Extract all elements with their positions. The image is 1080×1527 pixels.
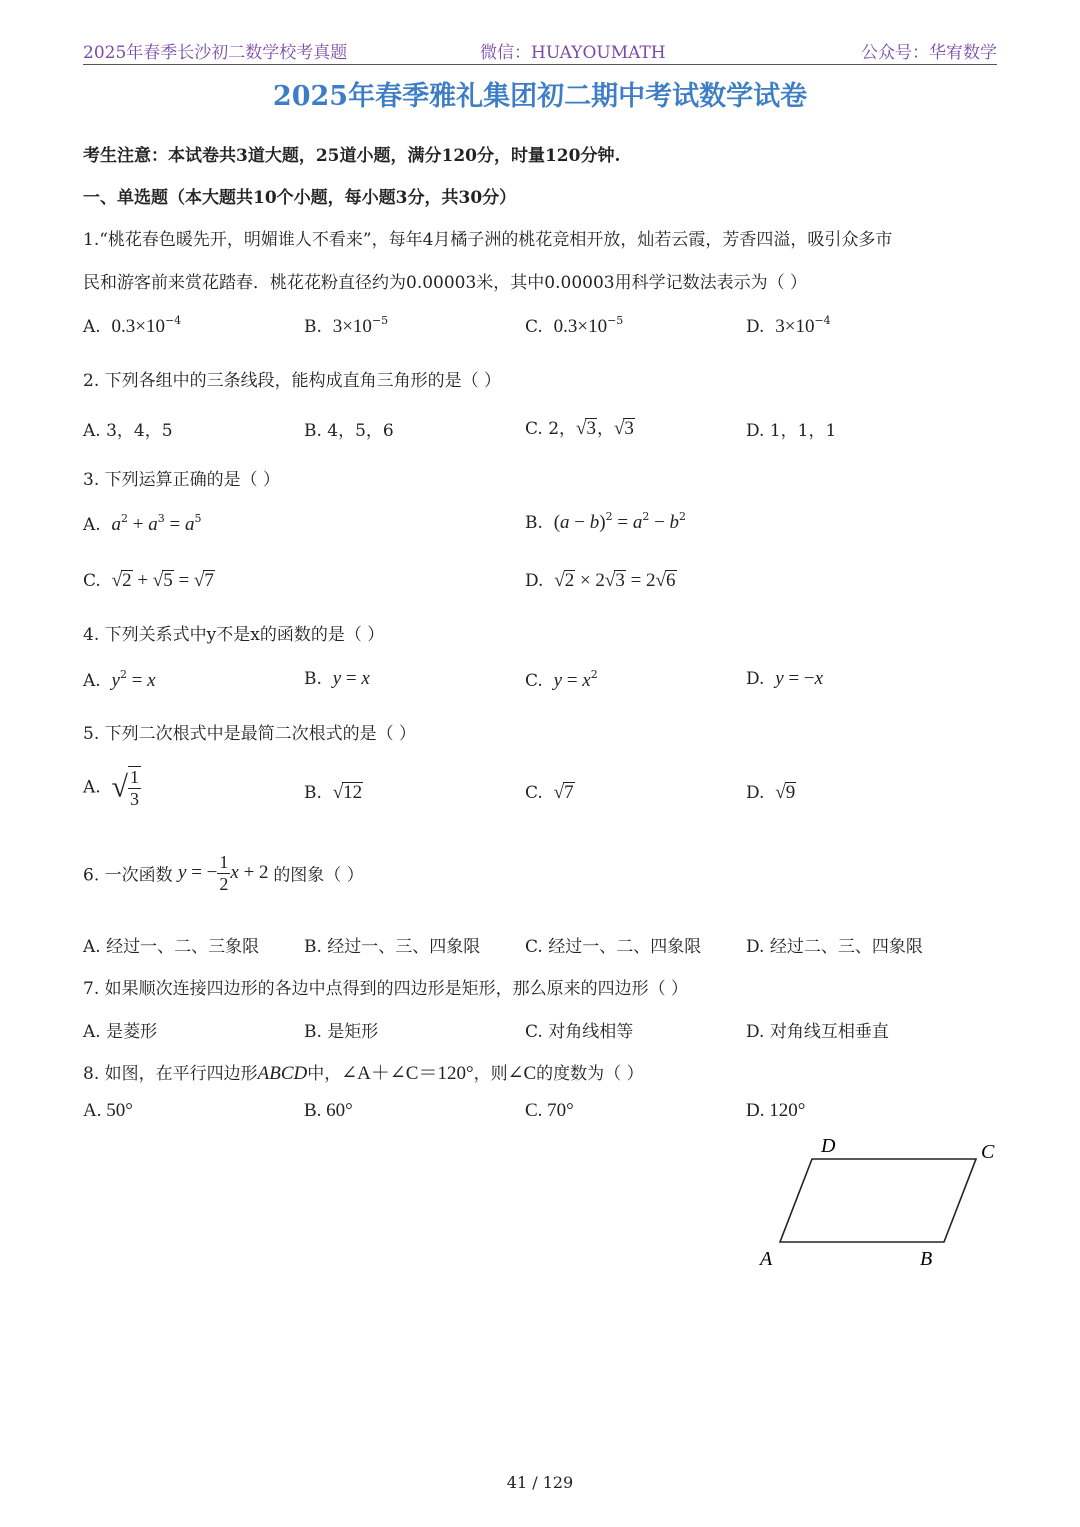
q6-option-a: A. 经过一、二、三象限 xyxy=(83,937,260,957)
q5-stem: 5. 下列二次根式中是最简二次根式的是（ ） xyxy=(83,724,417,744)
q5-option-b: B. √12 xyxy=(304,782,363,803)
q7-option-c: C. 对角线相等 xyxy=(525,1022,634,1042)
q5-option-a: A. √ $\frac{1}{3}$ xyxy=(83,767,139,809)
q4-stem: 4. 下列关系式中y不是x的函数的是（ ） xyxy=(83,625,385,645)
q7-option-d: D. 对角线互相垂直 xyxy=(746,1022,889,1042)
q2-option-a: A. 3，4，5 xyxy=(83,421,173,441)
q8-option-b: B. 60° xyxy=(304,1100,353,1121)
q5-option-d: D. √9 xyxy=(746,782,796,803)
q6-stem: 6. 一次函数 y = − $\frac{1}{2}$ x + 2 的图象（ ） xyxy=(83,852,364,894)
q8-option-c: C. 70° xyxy=(525,1100,574,1121)
q4-option-d: D. y = −x xyxy=(746,668,824,689)
q4-option-b: B. y = x xyxy=(304,668,370,689)
q8-option-d: D. 120° xyxy=(746,1100,806,1121)
parallelogram-figure xyxy=(750,1132,1010,1272)
q2-option-d: D. 1，1，1 xyxy=(746,421,837,441)
q5-option-c: C. √7 xyxy=(525,782,574,803)
q1-stem-line1: 1.“桃花春色暖先开，明媚谁人不看来”，每年4月橘子洲的桃花竞相开放，灿若云霞，芳香四溢，吸引众多市 xyxy=(83,230,893,250)
q2-option-b: B. 4，5，6 xyxy=(304,421,394,441)
q1-option-b: B. $3\times 10^{-5}$ xyxy=(304,314,389,337)
q8-option-a: A. 50° xyxy=(83,1100,133,1121)
q3-option-c: C. √2 + √5 = √7 xyxy=(83,570,214,591)
q3-stem: 3. 下列运算正确的是（ ） xyxy=(83,470,281,490)
q6-option-b: B. 经过一、三、四象限 xyxy=(304,937,481,957)
section-heading: 一、单选题（本大题共10个小题，每小题3分，共30分） xyxy=(83,188,517,208)
q3-option-a: A. $a^2 + a^3 = a^5$ xyxy=(83,512,202,535)
header-left: 2025年春季长沙初二数学校考真题 xyxy=(83,43,348,63)
q3-option-b: B. $(a - b)^2 = a^2 - b^2$ xyxy=(525,510,687,533)
vertex-label-a: A xyxy=(760,1248,773,1270)
q4-option-c: C. $y = x^2$ xyxy=(525,668,598,691)
q6-option-d: D. 经过二、三、四象限 xyxy=(746,937,923,957)
q6-option-c: C. 经过一、二、四象限 xyxy=(525,937,702,957)
header-right: 公众号：华宥数学 xyxy=(861,43,997,63)
q8-stem: 8. 如图，在平行四边形ABCD中，∠A＋∠C＝120°，则∠C的度数为（ ） xyxy=(83,1063,644,1084)
q2-stem: 2. 下列各组中的三条线段，能构成直角三角形的是（ ） xyxy=(83,371,502,391)
q4-option-a: A. $y^2 = x$ xyxy=(83,668,156,691)
page-number: 41 / 129 xyxy=(506,1473,574,1492)
vertex-label-b: B xyxy=(920,1248,933,1270)
parallelogram-shape xyxy=(780,1159,976,1242)
exam-notice: 考生注意：本试卷共3道大题，25道小题，满分120分，时量120分钟. xyxy=(83,146,621,166)
q1-option-a: A. $0.3\times 10^{-4}$ xyxy=(83,314,182,337)
header-center: 微信：HUAYOUMATH xyxy=(480,43,666,63)
q7-option-b: B. 是矩形 xyxy=(304,1022,379,1042)
page-title: 2025年春季雅礼集团初二期中考试数学试卷 xyxy=(272,81,808,112)
q1-option-c: C. $0.3\times 10^{-5}$ xyxy=(525,314,624,337)
q1-option-d: D. $3\times 10^{-4}$ xyxy=(746,314,831,337)
vertex-label-c: C xyxy=(981,1141,995,1163)
q7-option-a: A. 是菱形 xyxy=(83,1022,158,1042)
q7-stem: 7. 如果顺次连接四边形的各边中点得到的四边形是矩形，那么原来的四边形（ ） xyxy=(83,979,689,999)
page-header xyxy=(83,38,997,65)
q3-option-d: D. √2 × 2√3 = 2√6 xyxy=(525,570,676,591)
q2-option-c: C. 2，√3，√3 xyxy=(525,418,634,439)
q1-stem-line2: 民和游客前来赏花踏春．桃花花粉直径约为0.00003米，其中0.00003用科学记数法表示为（ ） xyxy=(83,273,808,293)
vertex-label-d: D xyxy=(821,1135,836,1157)
